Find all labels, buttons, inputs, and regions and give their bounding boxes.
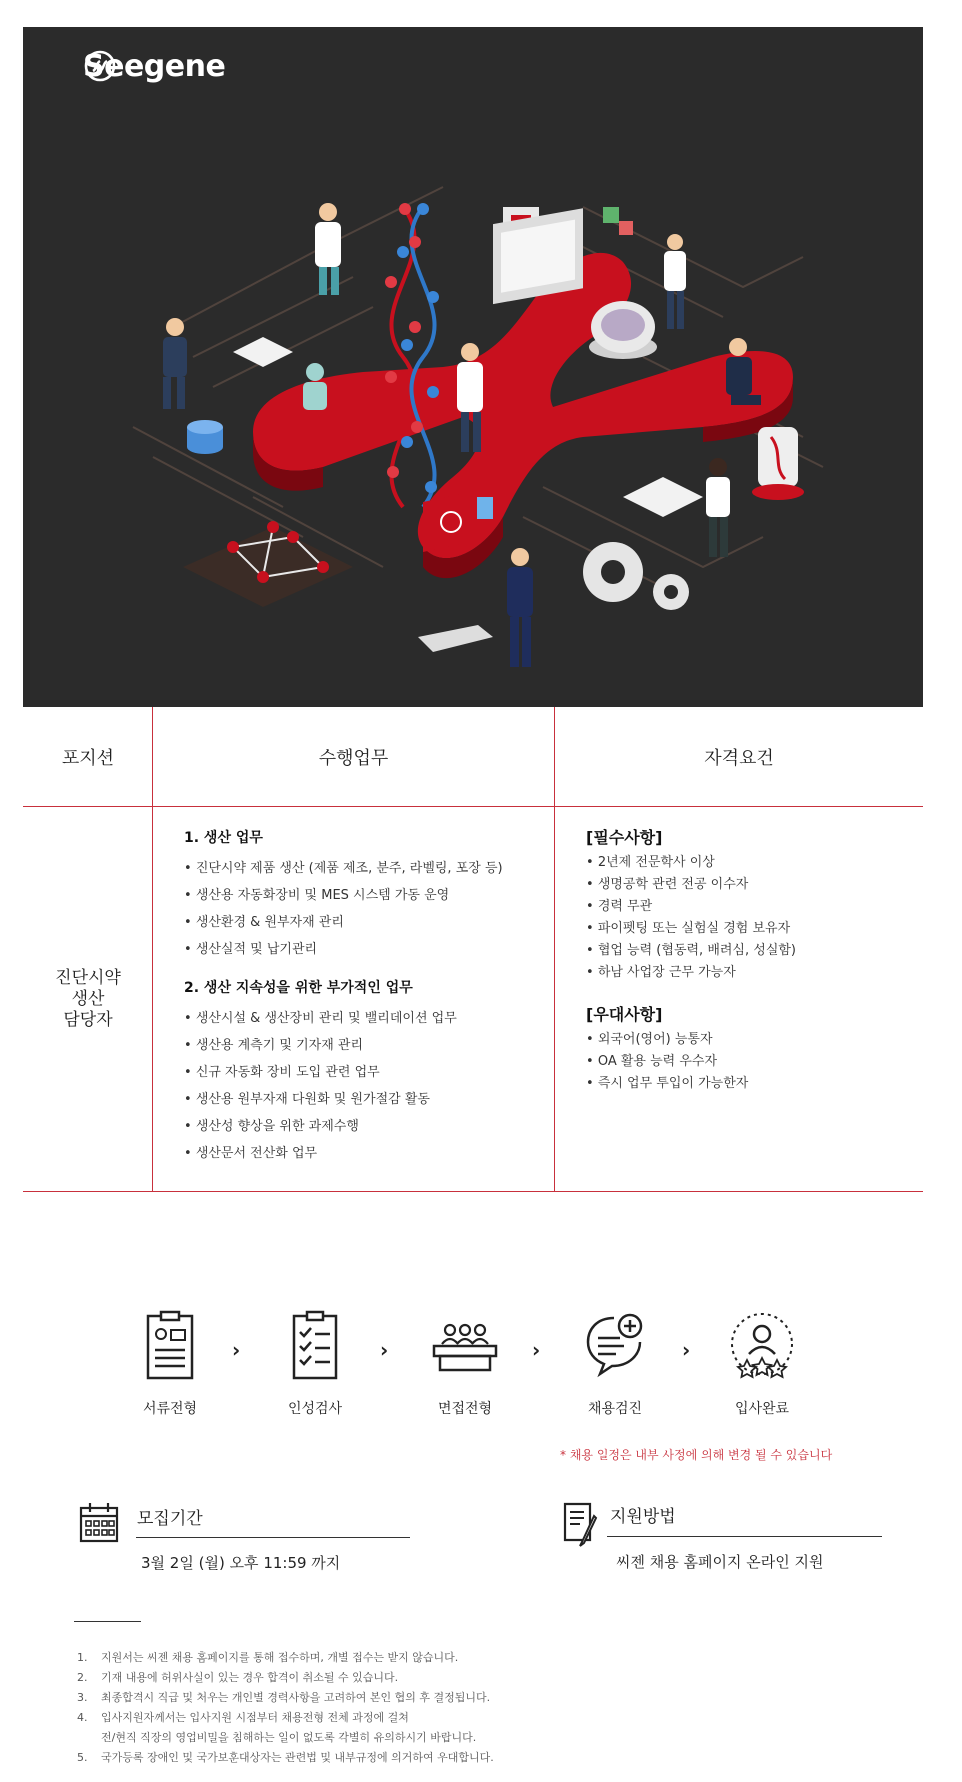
position-line: 진단시약 bbox=[55, 968, 121, 988]
step-label: 면접전형 bbox=[437, 1401, 493, 1417]
list-item: • 생산용 계측기 및 기자재 관리 bbox=[184, 1032, 564, 1059]
footnote-number: 1. bbox=[77, 1651, 88, 1664]
footnote-text: 기재 내용에 허위사실이 있는 경우 합격이 취소될 수 있습니다. bbox=[101, 1671, 399, 1684]
header-position: 포지션 bbox=[61, 748, 115, 769]
medical-checkup-icon bbox=[580, 1308, 650, 1384]
apply-value: 씨젠 채용 홈페이지 온라인 지원 bbox=[616, 1553, 824, 1571]
job-table bbox=[23, 707, 923, 1192]
footnote-text: 지원서는 씨젠 채용 홈페이지를 통해 접수하며, 개별 접수는 받지 않습니다. bbox=[101, 1651, 459, 1664]
step-label: 입사완료 bbox=[734, 1401, 790, 1417]
database-icon-art bbox=[187, 420, 223, 454]
step-label: 서류전형 bbox=[142, 1401, 198, 1417]
step-label: 채용검진 bbox=[587, 1401, 643, 1417]
duties-group-title: 2. 생산 지속성을 위한 부가적인 업무 bbox=[184, 980, 413, 996]
list-item: • 신규 자동화 장비 도입 관련 업무 bbox=[184, 1059, 564, 1086]
footnote-item bbox=[77, 1708, 677, 1728]
chevron-right-icon: › bbox=[380, 1338, 389, 1362]
hero-illustration bbox=[23, 27, 923, 707]
list-item: • 하남 사업장 근무 가능자 bbox=[586, 962, 916, 984]
seegene-logo-icon bbox=[83, 49, 117, 83]
footnote-item bbox=[77, 1748, 677, 1768]
duties-list bbox=[184, 855, 564, 963]
schedule-notice: * 채용 일정은 내부 사정에 의해 변경 될 수 있습니다 bbox=[560, 1448, 833, 1462]
period-value: 3월 2일 (월) 오후 11:59 까지 bbox=[141, 1554, 341, 1572]
document-resume-icon bbox=[135, 1308, 205, 1384]
footnote-text: 전/현직 직장의 영업비밀을 침해하는 일이 없도록 각별히 유의하시기 바랍니다. bbox=[101, 1731, 477, 1744]
requirements-cell bbox=[586, 825, 916, 1095]
process-step bbox=[120, 1308, 220, 1418]
footnote-item bbox=[77, 1688, 677, 1708]
preferred-title: [우대사항] bbox=[586, 1005, 663, 1024]
list-item: • 파이펫팅 또는 실험실 경험 보유자 bbox=[586, 918, 916, 940]
chevron-right-icon: › bbox=[532, 1338, 541, 1362]
position-line: 담당자 bbox=[63, 1010, 113, 1030]
footnote-number: 5. bbox=[77, 1751, 88, 1764]
footnote-text: 최종합격시 직급 및 처우는 개인별 경력사항을 고려하여 본인 협의 후 결정됩니다. bbox=[101, 1691, 491, 1704]
list-item: • 생산문서 전산화 업무 bbox=[184, 1140, 564, 1167]
step-label: 인성검사 bbox=[287, 1401, 343, 1417]
footnote-text: 입사지원자께서는 입사지원 시점부터 채용전형 전체 과정에 걸쳐 bbox=[101, 1711, 409, 1724]
list-item: • 생산용 원부자재 다원화 및 원가절감 활동 bbox=[184, 1086, 564, 1113]
duties-group-title: 1. 생산 업무 bbox=[184, 830, 263, 846]
hiring-process bbox=[120, 1308, 840, 1428]
recruit-period bbox=[78, 1500, 418, 1580]
calendar-icon bbox=[78, 1500, 120, 1544]
checklist-icon bbox=[280, 1308, 350, 1384]
process-step bbox=[712, 1308, 812, 1418]
period-title: 모집기간 bbox=[137, 1509, 203, 1529]
position-title bbox=[23, 807, 153, 1192]
dna-helix bbox=[385, 203, 439, 507]
apply-title: 지원방법 bbox=[610, 1507, 676, 1527]
list-item: • 즉시 업무 투입이 가능한자 bbox=[586, 1073, 916, 1095]
footnote-number bbox=[77, 1728, 101, 1748]
brand-logo bbox=[83, 49, 225, 84]
duties-cell bbox=[184, 827, 564, 1167]
required-title: [필수사항] bbox=[586, 828, 663, 847]
duties-list bbox=[184, 1005, 564, 1167]
footnote-text: 국가등록 장애인 및 국가보훈대상자는 관련법 및 내부규정에 의거하여 우대합니다. bbox=[101, 1751, 494, 1764]
person-stars-icon bbox=[727, 1308, 797, 1384]
footnote-number: 3. bbox=[77, 1691, 88, 1704]
period-underline bbox=[136, 1537, 410, 1538]
list-item: • 생산성 향상을 위한 과제수행 bbox=[184, 1113, 564, 1140]
list-item: • 생산환경 & 원부자재 관리 bbox=[184, 909, 564, 936]
apply-method bbox=[560, 1498, 890, 1578]
footnotes bbox=[77, 1648, 677, 1768]
document-pen-icon bbox=[560, 1498, 602, 1548]
header-duties: 수행업무 bbox=[318, 748, 389, 769]
flask-tube bbox=[752, 427, 804, 500]
apply-underline bbox=[607, 1536, 882, 1537]
list-item: • 진단시약 제품 생산 (제품 제조, 분주, 라벨링, 포장 등) bbox=[184, 855, 564, 882]
list-item: • OA 활용 능력 우수자 bbox=[586, 1051, 916, 1073]
chevron-right-icon: › bbox=[682, 1338, 691, 1362]
process-step bbox=[265, 1308, 365, 1418]
position-line: 생산 bbox=[71, 989, 105, 1009]
brand-name: Seegene bbox=[83, 49, 226, 84]
list-item: • 외국어(영어) 능통자 bbox=[586, 1029, 916, 1051]
table-bottom-rule bbox=[23, 1191, 923, 1192]
process-step bbox=[565, 1308, 665, 1418]
process-step bbox=[415, 1308, 515, 1418]
chevron-right-icon: › bbox=[232, 1338, 241, 1362]
footnote-item bbox=[77, 1668, 677, 1688]
footnote-rule bbox=[74, 1621, 141, 1622]
list-item: • 경력 무관 bbox=[586, 896, 916, 918]
list-item: • 생산실적 및 납기관리 bbox=[184, 936, 564, 963]
footnote-item bbox=[77, 1728, 677, 1748]
list-item: • 협업 능력 (협동력, 배려심, 성실함) bbox=[586, 940, 916, 962]
list-item: • 생산용 자동화장비 및 MES 시스템 가동 운영 bbox=[184, 882, 564, 909]
list-item: • 생산시설 & 생산장비 관리 및 밸리데이션 업무 bbox=[184, 1005, 564, 1032]
brain-dome bbox=[589, 301, 657, 359]
required-list bbox=[586, 852, 916, 984]
interview-panel-icon bbox=[430, 1308, 500, 1384]
hero-banner bbox=[23, 27, 923, 707]
footnote-number: 2. bbox=[77, 1671, 88, 1684]
list-item: • 2년제 전문학사 이상 bbox=[586, 852, 916, 874]
list-item: • 생명공학 관련 전공 이수자 bbox=[586, 874, 916, 896]
header-requirements: 자격요건 bbox=[704, 748, 774, 769]
network-chip bbox=[183, 521, 353, 607]
monitor bbox=[493, 208, 583, 304]
footnote-number: 4. bbox=[77, 1711, 88, 1724]
footnote-item bbox=[77, 1648, 677, 1668]
preferred-list bbox=[586, 1029, 916, 1095]
